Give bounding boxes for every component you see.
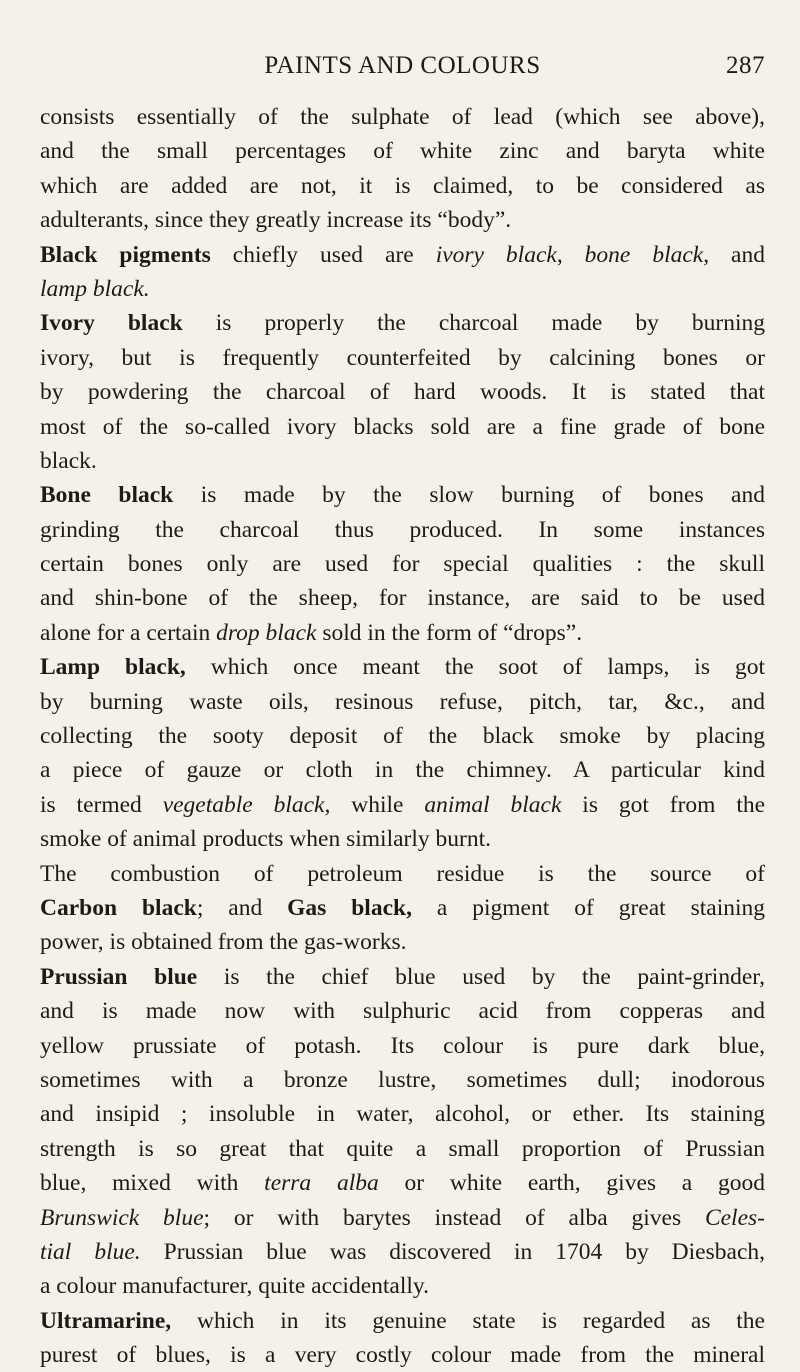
text-run: strength is so great that quite a small proportion of Prussian [40,1135,765,1162]
italic-term: Brunswick blue [40,1204,204,1231]
text-run: ; and [196,894,288,921]
text-run: , and [703,241,765,268]
text-run: Prussian blue was discovered in 1704 by Diesbach, [140,1238,765,1265]
text-run: ; or with barytes instead of alba gives [203,1204,705,1231]
text-line [40,100,765,134]
text-line [40,169,765,203]
text-run: sometimes with a bronze lustre, sometimes dull; inodorous [40,1066,765,1093]
bold-term: Carbon black [40,894,197,921]
italic-term: tial blue. [40,1238,141,1265]
text-run: smoke of animal products when similarly burnt. [40,826,491,853]
running-title: PAINTS AND COLOURS [264,52,541,79]
text-line [40,1304,765,1338]
text-run: is the chief blue used by the paint-grinder, [197,963,766,990]
running-header [40,44,765,84]
text-line [40,1166,765,1200]
text-line [40,891,765,925]
text-run: sold in the form of “drops”. [316,619,583,646]
text-line [40,1029,765,1063]
italic-term: animal black [424,791,562,818]
text-run: or white earth, gives a good [378,1170,766,1197]
text-line [40,238,765,272]
italic-term: vegetable black [162,791,325,818]
text-run: is got from the [561,791,766,818]
italic-term: terra alba [264,1170,379,1197]
bold-term: Gas black, [287,894,412,921]
text-run: collecting the sooty deposit of the black smoke by placing [40,723,765,750]
text-line [40,719,765,753]
text-run: The combustion of petroleum residue is the source of [40,860,765,887]
italic-term: ivory black [435,241,557,268]
text-line [40,822,765,856]
text-run: , [556,241,585,268]
text-line [40,960,765,994]
text-run: alone for a certain [40,619,217,646]
text-line [40,1201,765,1235]
text-run: which once meant the soot of lamps, is got [185,654,765,681]
text-run: which in its genuine state is regarded as the [171,1307,765,1334]
text-run: a piece of gauze or cloth in the chimney. A particular kind [40,757,765,784]
text-run: adulterants, since they greatly increase its “body”. [40,207,512,234]
text-run: and insipid ; insoluble in water, alcohol, or ether. Its staining [40,1101,765,1128]
text-run: which are added are not, it is claimed, to be considered as [40,172,765,199]
text-run: is termed [40,791,163,818]
text-run: chiefly used are [210,241,436,268]
text-line [40,581,765,615]
text-run: a pigment of great staining [411,894,765,921]
text-run: by burning waste oils, resinous refuse, pitch, tar, &c., and [40,688,765,715]
text-run: is properly the charcoal made by burning [182,310,765,337]
text-run: grinding the charcoal thus produced. In some instances [40,516,765,543]
text-run: and is made now with sulphuric acid from copperas and [40,998,765,1025]
text-line [40,478,765,512]
bold-term: Ivory black [40,310,183,337]
text-line [40,134,765,168]
text-line [40,375,765,409]
text-line [40,513,765,547]
bold-term: Lamp black, [40,654,186,681]
page-number: 287 [726,52,765,79]
italic-term: lamp black. [40,275,150,302]
bold-term: Bone black [40,482,174,509]
text-line [40,650,765,684]
text-run: a colour manufacturer, quite accidentally. [40,1273,430,1300]
text-line [40,753,765,787]
text-run: and shin-bone of the sheep, for instance, are said to be used [40,585,765,612]
text-line [40,341,765,375]
text-line [40,616,765,650]
text-line [40,444,765,478]
text-line [40,272,765,306]
text-run: yellow prussiate of potash. Its colour is pure dark blue, [40,1032,765,1059]
text-run: purest of blues, is a very costly colour made from the mineral [40,1342,765,1369]
text-line [40,1063,765,1097]
text-line [40,547,765,581]
text-line [40,685,765,719]
text-run: ivory, but is frequently counterfeited by calcining bones or [40,344,765,371]
bold-term: Black pigments [40,241,211,268]
text-line [40,1235,765,1269]
text-line [40,1269,765,1303]
text-run: is made by the slow burning of bones and [173,482,765,509]
text-run: , while [324,791,425,818]
text-line [40,994,765,1028]
text-line [40,306,765,340]
text-run: by powdering the charcoal of hard woods. It is stated that [40,379,765,406]
bold-term: Prussian blue [40,963,198,990]
italic-term: Celes- [704,1204,765,1231]
body-text [40,100,765,1372]
text-run: and the small percentages of white zinc and baryta white [40,138,765,165]
book-page [40,44,765,1372]
text-run: black. [40,447,97,474]
text-line [40,203,765,237]
text-line [40,1338,765,1372]
text-run: consists essentially of the sulphate of lead (which see above), [40,104,765,130]
bold-term: Ultramarine, [40,1307,172,1334]
text-line [40,857,765,891]
text-run: blue, mixed with [40,1170,265,1197]
text-line [40,1132,765,1166]
text-line [40,1097,765,1131]
text-run: most of the so-called ivory blacks sold are a fine grade of bone [40,413,765,440]
italic-term: drop black [216,619,317,646]
italic-term: bone black [584,241,704,268]
text-line [40,925,765,959]
text-run: power, is obtained from the gas-works. [40,929,407,956]
text-line [40,788,765,822]
text-run: certain bones only are used for special qualities : the skull [40,551,765,578]
text-line [40,410,765,444]
